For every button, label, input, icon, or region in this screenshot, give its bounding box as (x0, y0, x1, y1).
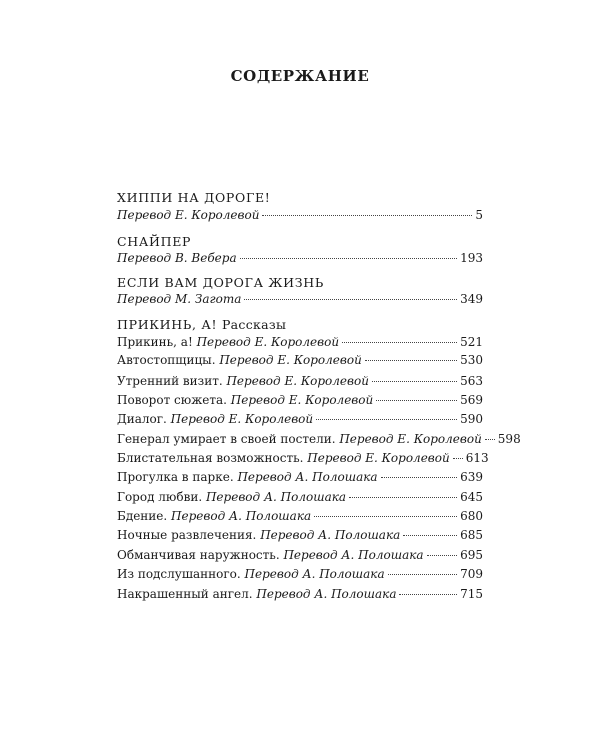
toc-entry[interactable] (117, 470, 483, 484)
toc-entry[interactable] (117, 374, 483, 388)
section-title (117, 190, 271, 205)
page-number: 521 (460, 335, 483, 349)
dot-leader (349, 497, 457, 498)
section-title (117, 275, 324, 290)
page-number: 349 (460, 292, 483, 306)
dot-leader (262, 215, 472, 216)
toc-entry[interactable] (117, 432, 521, 446)
toc-entry[interactable] (117, 567, 483, 581)
toc-entry[interactable] (117, 208, 483, 222)
dot-leader (381, 477, 458, 478)
toc-entry-title: Поворот сюжета. Перевод Е. Королевой (117, 393, 374, 407)
page-number: 563 (460, 374, 483, 388)
section-title-text: СНАЙПЕР (117, 234, 192, 249)
toc-entry-title: Обманчивая наружность. Перевод А. Полошака (117, 548, 424, 562)
toc-entry-title: Бдение. Перевод А. Полошака (117, 509, 312, 523)
toc-entry-title: Автостопщицы. Перевод Е. Королевой (117, 353, 362, 367)
toc-entry[interactable] (117, 335, 483, 349)
section-title (117, 234, 191, 249)
page-number: 613 (465, 451, 489, 465)
page-number: 530 (460, 353, 483, 367)
dot-leader (403, 535, 457, 536)
page-number: 193 (460, 251, 483, 265)
toc-entry-title: Город любви. Перевод А. Полошака (117, 490, 347, 504)
page-number: 590 (460, 412, 483, 426)
section-subtitle: Рассказы (221, 317, 287, 332)
toc-entry-title: Прикинь, а! Перевод Е. Королевой (117, 335, 340, 349)
toc-entry-title: Прогулка в парке. Перевод А. Полошака (117, 470, 378, 484)
page-number: 598 (497, 432, 521, 446)
toc-entry-title: Блистательная возможность. Перевод Е. Королевой (117, 451, 450, 465)
page-number: 680 (460, 509, 483, 523)
page-number: 685 (460, 528, 483, 542)
toc-entry-title: Утренний визит. Перевод Е. Королевой (117, 374, 369, 388)
toc-entry-title: Из подслушанного. Перевод А. Полошака (117, 567, 385, 581)
page-title: СОДЕРЖАНИЕ (230, 67, 370, 85)
dot-leader (240, 258, 457, 259)
section-title-text: ХИППИ НА ДОРОГЕ! (117, 190, 271, 205)
toc-entry[interactable] (117, 251, 483, 265)
toc-entry[interactable] (117, 451, 489, 465)
dot-leader (244, 299, 457, 300)
toc-entry-title: Перевод Е. Королевой (117, 208, 260, 222)
toc-entry-title: Генерал умирает в своей постели. Перевод Е. Королевой (117, 432, 482, 446)
toc-entry-title: Накрашенный ангел. Перевод А. Полошака (117, 587, 397, 601)
toc-entry[interactable] (117, 509, 483, 523)
page-number: 715 (460, 587, 483, 601)
toc-entry[interactable] (117, 353, 483, 367)
dot-leader (365, 360, 457, 361)
dot-leader (314, 516, 457, 517)
toc-entry-title: Ночные развлечения. Перевод А. Полошака (117, 528, 401, 542)
toc-entry[interactable] (117, 393, 483, 407)
dot-leader (427, 555, 458, 556)
toc-entry-title: Перевод В. Вебера (117, 251, 237, 265)
dot-leader (399, 594, 457, 595)
dot-leader (372, 381, 457, 382)
page-number: 645 (460, 490, 483, 504)
section-title (117, 317, 286, 332)
toc-entry[interactable] (117, 292, 483, 306)
dot-leader (485, 439, 495, 440)
toc-entry-title: Диалог. Перевод Е. Королевой (117, 412, 314, 426)
page-number: 569 (460, 393, 483, 407)
page-number: 709 (460, 567, 483, 581)
page-number: 695 (460, 548, 483, 562)
toc-entry[interactable] (117, 490, 483, 504)
dot-leader (316, 419, 457, 420)
page-number: 639 (460, 470, 483, 484)
toc-entry[interactable] (117, 412, 483, 426)
toc-entry-title: Перевод М. Загота (117, 292, 242, 306)
dot-leader (388, 574, 457, 575)
toc-entry[interactable] (117, 587, 483, 601)
dot-leader (342, 342, 457, 343)
toc-entry[interactable] (117, 528, 483, 542)
section-title-text: ПРИКИНЬ, А! (117, 317, 218, 332)
dot-leader (376, 400, 457, 401)
dot-leader (453, 458, 463, 459)
section-title-text: ЕСЛИ ВАМ ДОРОГА ЖИЗНЬ (117, 275, 324, 290)
page-number: 5 (475, 208, 483, 222)
toc-entry[interactable] (117, 548, 483, 562)
